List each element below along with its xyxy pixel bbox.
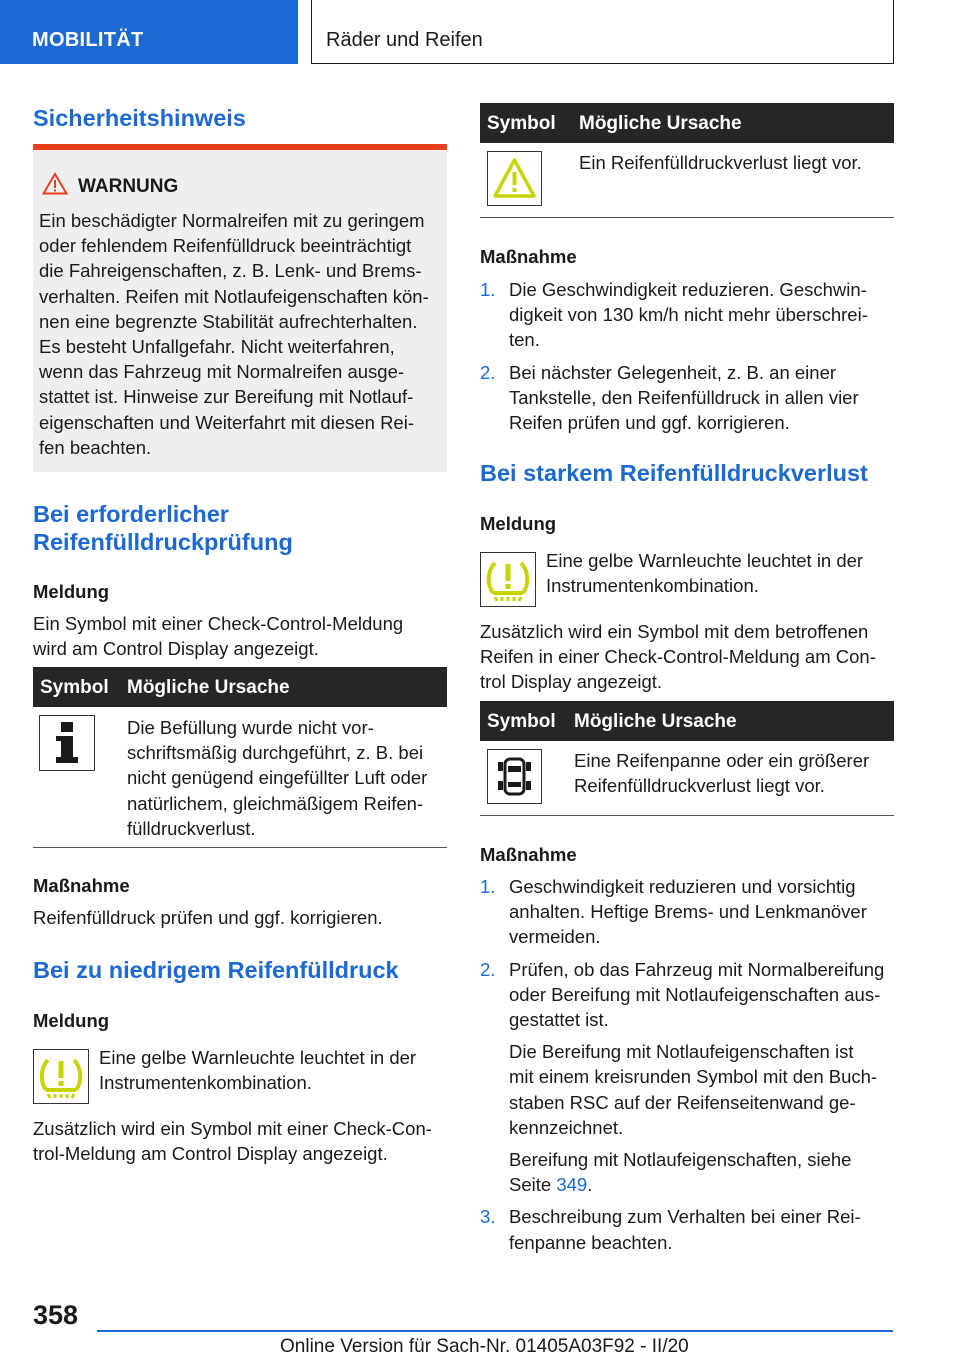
- header-section-tab: [0, 0, 298, 64]
- header-chapter-box: [311, 0, 894, 64]
- header-chapter-label: Räder und Reifen: [326, 29, 483, 51]
- table3-col-symbol: Symbol: [487, 711, 556, 732]
- header-section-label: MOBILITÄT: [32, 29, 144, 51]
- warning-triangle-icon: [42, 172, 68, 195]
- list-item: 1. Die Geschwindigkeit reduzieren. Geschwin- digkeit von 130 km/h nicht mehr überschrei- ten.: [480, 279, 868, 351]
- table3-col-cause: Mögliche Ursache: [574, 711, 737, 732]
- list-item: 2. Prüfen, ob das Fahrzeug mit Normalbereifung oder Bereifung mit Notlaufeigenschaften aus- gestattet ist. Die Bereifung mit Notlaufeigenschaften ist mit einem kreisrunden Symbol mit den Buch- staben RSC auf der Reifenseitenwand ge- kennzeichnet. Bereifung mit Notlaufeigenschaften, siehe Seite 349.: [480, 957, 900, 1198]
- additional-text-right: Zusätzlich wird ein Symbol mit dem betroffenen Reifen in einer Check-Control-Meldung am Con- trol Display angezeigt.: [480, 621, 876, 693]
- low-pressure-heading: Bei zu niedrigem Reifenfülldruck: [33, 957, 399, 983]
- table1-col-cause: Mögliche Ursache: [127, 677, 290, 698]
- table2-bottom-rule: [480, 217, 894, 218]
- required-check-heading: Bei erforderlicher Reifenfülldruckprüfung: [33, 501, 293, 555]
- meldung-heading-2: Meldung: [33, 1010, 110, 1031]
- massnahme-text-1: Reifenfülldruck prüfen und ggf. korrigieren.: [33, 907, 383, 928]
- massnahme-heading-2: Maßnahme: [480, 246, 577, 267]
- steps-list-3: [480, 874, 900, 1255]
- meldung-heading-3: Meldung: [480, 513, 557, 534]
- warning-box: [33, 144, 447, 472]
- list-item-reference: Bereifung mit Notlaufeigenschaften, siehe Seite 349.: [509, 1149, 852, 1196]
- info-icon: [39, 715, 95, 771]
- strong-loss-heading: Bei starkem Reifenfülldruckverlust: [480, 460, 868, 486]
- list-item-note: Die Bereifung mit Notlaufeigenschaften ist mit einem kreisrunden Symbol mit den Buch- staben RSC auf der Reifenseitenwand ge- kennzeichnet.: [509, 1041, 878, 1138]
- list-item: 1. Geschwindigkeit reduzieren und vorsichtig anhalten. Heftige Brems- und Lenkmanöver vermeiden.: [480, 876, 867, 948]
- table3-bottom-rule: [480, 815, 894, 816]
- footer-online-version: Online Version für Sach-Nr. 01405A03F92 - II/20: [280, 1336, 689, 1357]
- table2-col-symbol: Symbol: [487, 113, 556, 134]
- table3-header: [480, 701, 894, 741]
- massnahme-heading-3: Maßnahme: [480, 844, 577, 865]
- table1-bottom-rule: [33, 847, 447, 848]
- tire-pressure-warning-icon: [480, 552, 536, 607]
- list-item: 2. Bei nächster Gelegenheit, z. B. an einer Tankstelle, den Reifenfülldruck in allen vier Reifen prüfen und ggf. korrigieren.: [480, 361, 859, 434]
- footer-rule: [97, 1330, 893, 1332]
- table1-cause: Die Befüllung wurde nicht vor- schriftsmäßig durchgeführt, z. B. bei nicht genügend eingefüllter Luft oder natürlichem, gleichmäßigem Reifen- fülldruckverlust.: [127, 717, 428, 839]
- warning-text: Ein beschädigter Normalreifen mit zu geringem oder fehlendem Reifenfülldruck beeinträchtigt die Fahreigenschaften, z. B. Lenk- und Brems- verhalten. Reifen mit Notlaufeigenschaften kön- nen eine begrenzte Stabilität aufrechterhalten. Es besteht Unfallgefahr. Nicht weiterfahren, wenn das Fahrzeug mit Normalreifen ausge- stattet ist. Hinweise zur Bereifung mit Notlauf- eigenschaften und Weiterfahrt mit diesen Rei- fen beachten.: [39, 210, 429, 458]
- list-item: 3. Beschreibung zum Verhalten bei einer Rei- fenpanne beachten.: [480, 1206, 861, 1253]
- table2-header: [480, 103, 894, 143]
- message-text-2: Eine gelbe Warnleuchte leuchtet in der Instrumentenkombination.: [99, 1047, 417, 1094]
- warning-label: WARNUNG: [78, 176, 179, 197]
- table2-cause: Ein Reifenfülldruckverlust liegt vor.: [579, 152, 862, 173]
- page-number: 358: [33, 1300, 79, 1330]
- yellow-warning-triangle-icon: [487, 151, 542, 206]
- steps-list-2: [480, 277, 895, 435]
- car-tire-puncture-icon: [487, 749, 542, 804]
- page-reference-link[interactable]: 349: [556, 1174, 588, 1196]
- table2-col-cause: Mögliche Ursache: [579, 113, 742, 134]
- table1-header: [33, 667, 447, 707]
- additional-text-left: Zusätzlich wird ein Symbol mit einer Check-Con- trol-Meldung am Control Display angezeigt.: [33, 1118, 432, 1165]
- massnahme-heading-1: Maßnahme: [33, 875, 130, 896]
- meldung-heading-1: Meldung: [33, 581, 110, 602]
- message-text-3: Eine gelbe Warnleuchte leuchtet in der Instrumentenkombination.: [546, 550, 864, 597]
- safety-heading: Sicherheitshinweis: [33, 105, 246, 131]
- message-text-1: Ein Symbol mit einer Check-Control-Meldung wird am Control Display angezeigt.: [33, 613, 404, 660]
- tire-pressure-warning-icon: [33, 1049, 89, 1104]
- table3-cause: Eine Reifenpanne oder ein größerer Reifenfülldruckverlust liegt vor.: [574, 750, 870, 797]
- table1-col-symbol: Symbol: [40, 677, 109, 698]
